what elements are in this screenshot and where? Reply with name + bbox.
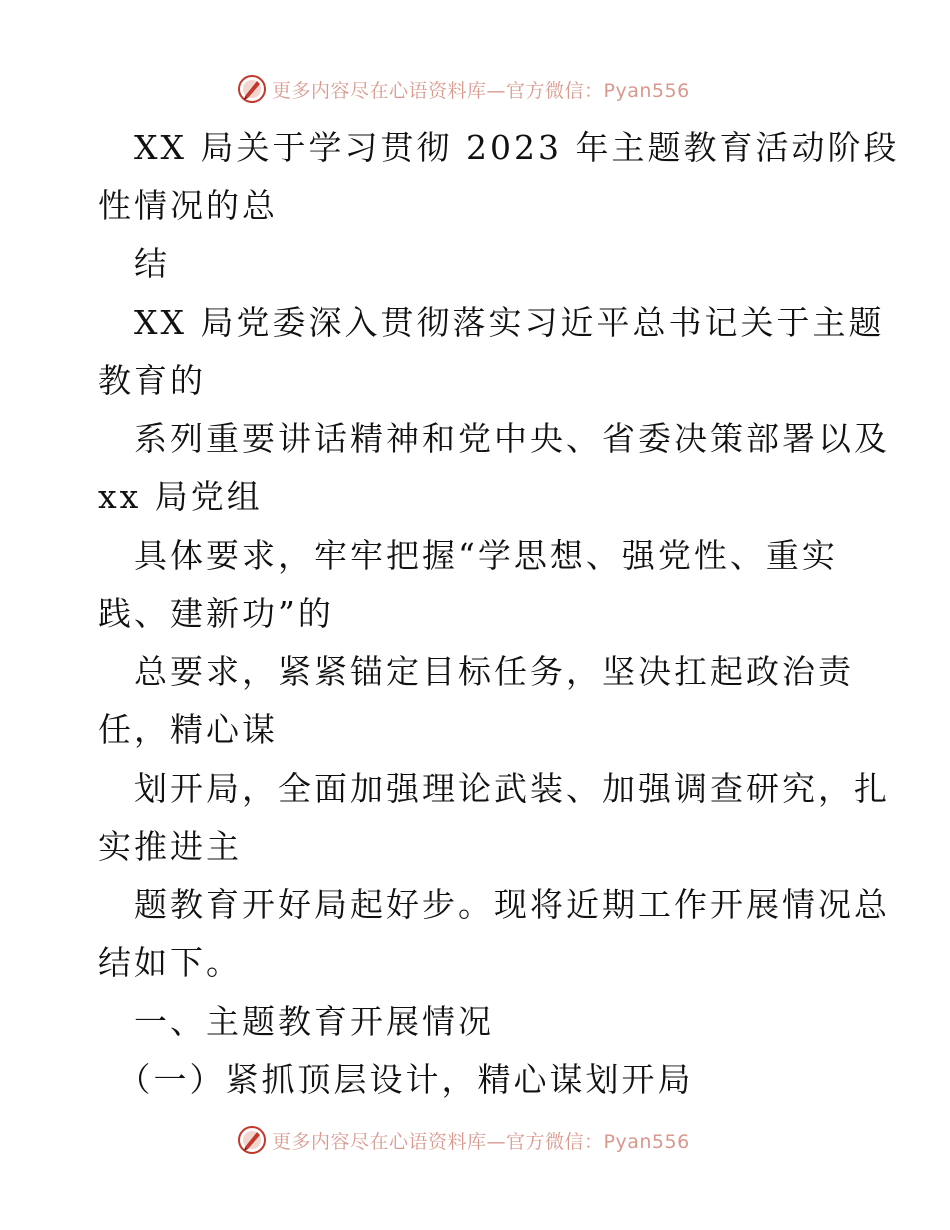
- text-line: 结如下。: [98, 943, 242, 982]
- section-heading: 一、主题教育开展情况: [98, 1002, 494, 1041]
- text-line: 性情况的总: [98, 186, 278, 225]
- text-line: 实推进主: [98, 827, 242, 866]
- subsection-heading: （一）紧抓顶层设计，精心谋划开局: [98, 1060, 694, 1099]
- header-watermark: [236, 72, 716, 106]
- text-line: XX 局党委深入贯彻落实习近平总书记关于主题: [98, 303, 885, 342]
- text-line: 践、建新功”的: [98, 594, 334, 633]
- text-line: 任，精心谋: [98, 710, 278, 749]
- pen-seal-icon: [236, 73, 268, 105]
- text-line: 教育的: [98, 361, 206, 400]
- text-line: 总要求，紧紧锚定目标任务，坚决扛起政治责: [98, 652, 854, 691]
- text-line: 划开局，全面加强理论武装、加强调查研究，扎: [98, 769, 890, 808]
- text-line: 结: [98, 244, 170, 283]
- footer-watermark: [236, 1123, 716, 1157]
- text-line: XX 局关于学习贯彻 2023 年主题教育活动阶段: [98, 128, 900, 167]
- watermark-text: 更多内容尽在心语资料库—官方微信：Pyan556: [272, 79, 690, 102]
- text-line: xx 局党组: [98, 477, 263, 516]
- pen-seal-icon: [236, 1124, 268, 1156]
- text-line: 题教育开好局起好步。现将近期工作开展情况总: [98, 885, 890, 924]
- text-line: 系列重要讲话精神和党中央、省委决策部署以及: [98, 419, 890, 458]
- text-line: 具体要求，牢牢把握“学思想、强党性、重实: [98, 536, 838, 575]
- watermark-text: 更多内容尽在心语资料库—官方微信：Pyan556: [272, 1130, 690, 1153]
